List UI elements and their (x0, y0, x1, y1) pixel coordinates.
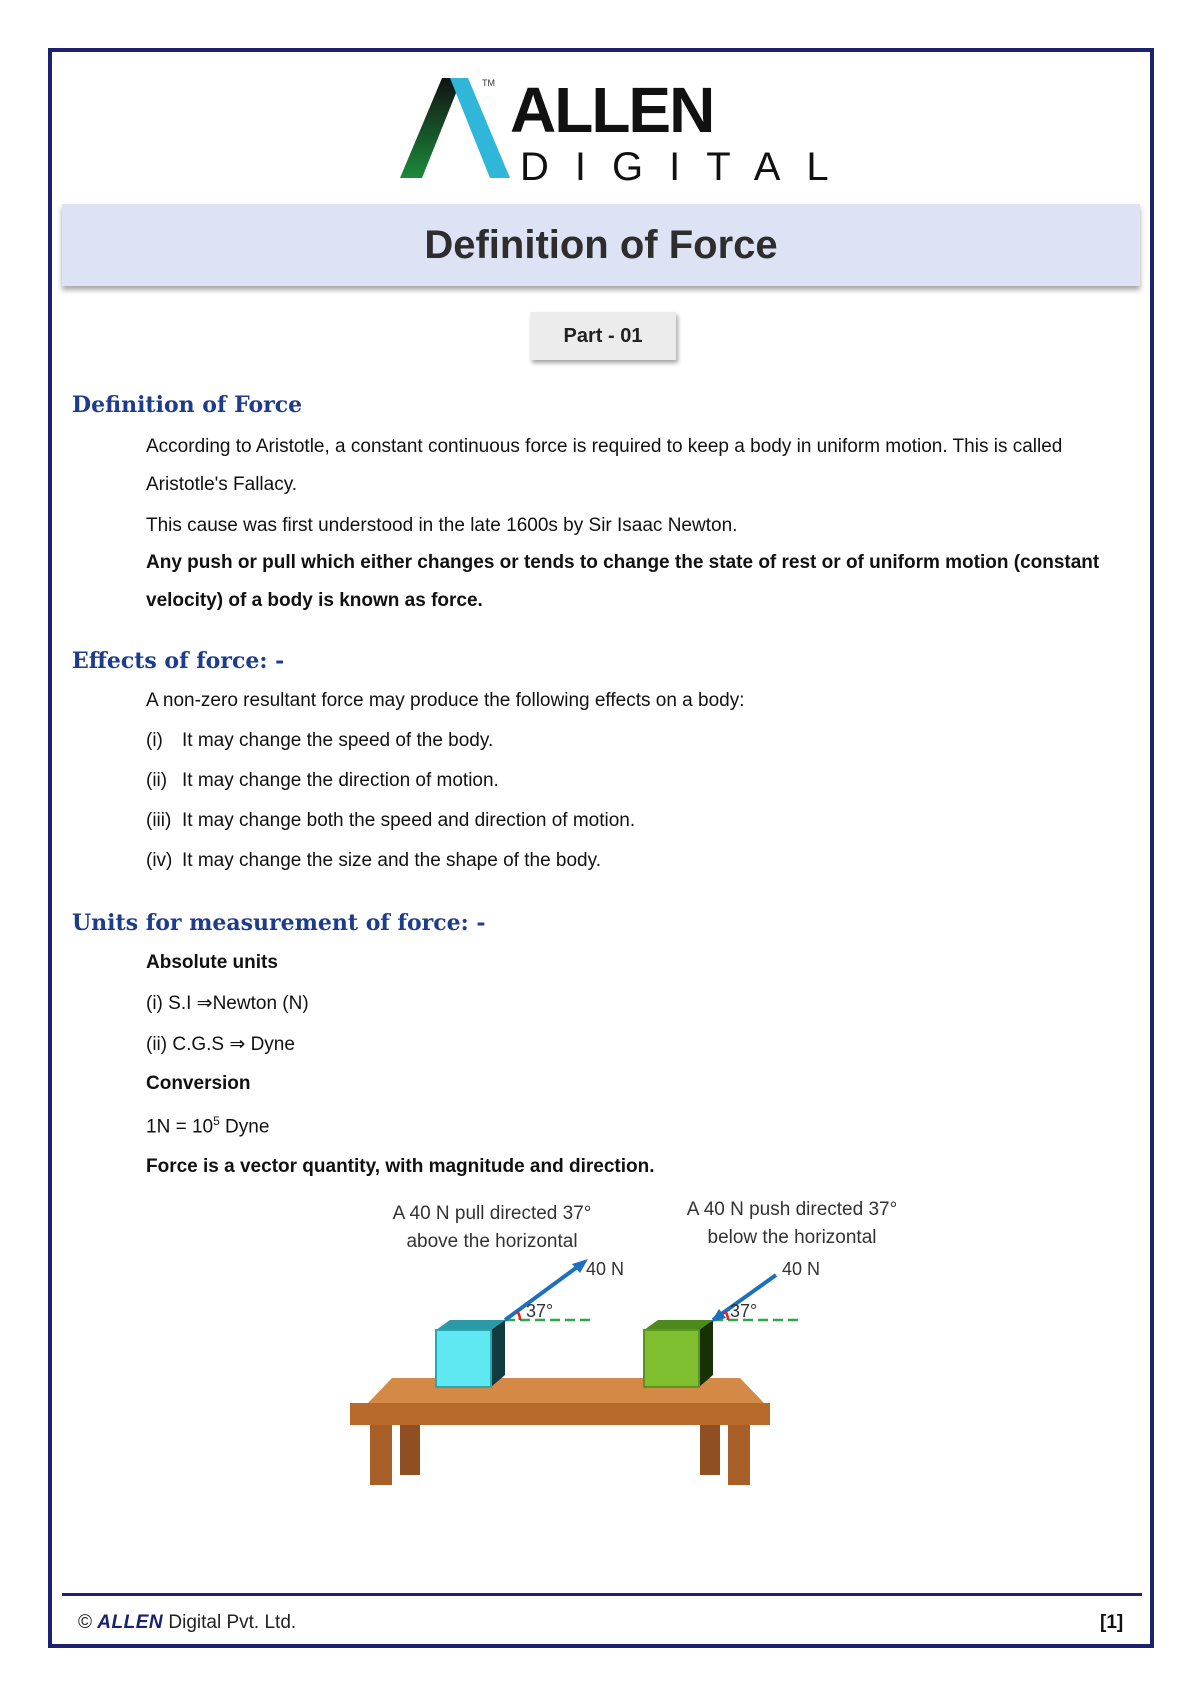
left-caption-line1: A 40 N pull directed 37° (392, 1203, 592, 1224)
table-leg (400, 1425, 420, 1475)
units-vector-statement: Force is a vector quantity, with magnitude and direction. (146, 1156, 655, 1177)
effects-item (146, 810, 635, 832)
effects-item-text: It may change both the speed and direction of motion. (182, 810, 636, 831)
effects-item-number: (iv) (146, 850, 173, 871)
table-leg (728, 1425, 750, 1485)
units-absolute-label: Absolute units (146, 952, 278, 973)
allen-digital-logo (390, 70, 855, 189)
logo-left-leg (400, 78, 462, 178)
force-diagram (340, 1195, 900, 1495)
definition-para-1: According to Aristotle, a constant continuous force is required to keep a body in uniform motion. This is called Aristotle's Fallacy. (146, 436, 1063, 495)
units-conversion-formula (146, 1114, 269, 1138)
table-edge (350, 1403, 770, 1425)
right-angle-arc (725, 1311, 728, 1320)
effects-item-number: (ii) (146, 770, 168, 791)
left-angle-arc (517, 1311, 520, 1320)
table-leg (700, 1425, 720, 1475)
right-force-label: 40 N (782, 1259, 821, 1279)
effects-item-number: (iii) (146, 810, 172, 831)
left-angle-label: 37° (526, 1301, 554, 1321)
footer-brand: ALLEN (97, 1612, 164, 1633)
effects-intro: A non-zero resultant force may produce the following effects on a body: (146, 690, 745, 711)
conversion-exponent: 5 (213, 1114, 220, 1128)
conversion-rhs: Dyne (219, 1116, 270, 1138)
effects-item-text: It may change the size and the shape of the body. (182, 850, 601, 871)
left-cube-front (436, 1330, 491, 1387)
units-si: (i) S.I ⇒Newton (N) (146, 993, 309, 1014)
copyright-symbol: © (78, 1612, 92, 1633)
units-conversion-label: Conversion (146, 1073, 251, 1094)
right-cube-side (699, 1320, 713, 1387)
right-cube-front (644, 1330, 699, 1387)
logo-digital: DIGITAL (520, 145, 855, 189)
section-heading-units: Units for measurement of force: - (72, 910, 486, 936)
right-caption-line1: A 40 N push directed 37° (686, 1199, 898, 1220)
effects-item (146, 730, 493, 752)
logo-right-leg (450, 78, 510, 178)
footer-copyright (78, 1612, 296, 1634)
logo-tm: TM (482, 78, 495, 88)
right-caption-line2: below the horizontal (707, 1227, 877, 1248)
section-heading-definition: Definition of Force (72, 392, 303, 418)
footer-company: Digital Pvt. Ltd. (168, 1612, 297, 1633)
left-caption-line2: above the horizontal (406, 1231, 578, 1252)
footer-divider (62, 1593, 1142, 1596)
part-label: Part - 01 (530, 312, 676, 360)
effects-item (146, 850, 601, 872)
page-title: Definition of Force (424, 223, 778, 267)
conversion-lhs: 1N = 10 (146, 1116, 214, 1138)
units-cgs: (ii) C.G.S ⇒ Dyne (146, 1034, 295, 1055)
right-angle-label: 37° (730, 1301, 758, 1321)
effects-item-text: It may change the direction of motion. (182, 770, 499, 791)
effects-item (146, 770, 499, 792)
definition-para-2: This cause was first understood in the late 1600s by Sir Isaac Newton. (146, 515, 738, 536)
logo-brand: ALLEN (510, 74, 714, 146)
effects-item-number: (i) (146, 730, 163, 751)
effects-item-text: It may change the speed of the body. (182, 730, 494, 751)
title-band (62, 204, 1140, 286)
section-heading-effects: Effects of force: - (72, 648, 285, 674)
left-force-label: 40 N (586, 1259, 625, 1279)
page-number: [1] (1100, 1612, 1124, 1633)
left-cube-side (491, 1320, 505, 1387)
table-leg (370, 1425, 392, 1485)
definition-para-3: Any push or pull which either changes or tends to change the state of rest or of uniform motion (constant velocity) of a body is known as force. (146, 552, 1100, 611)
